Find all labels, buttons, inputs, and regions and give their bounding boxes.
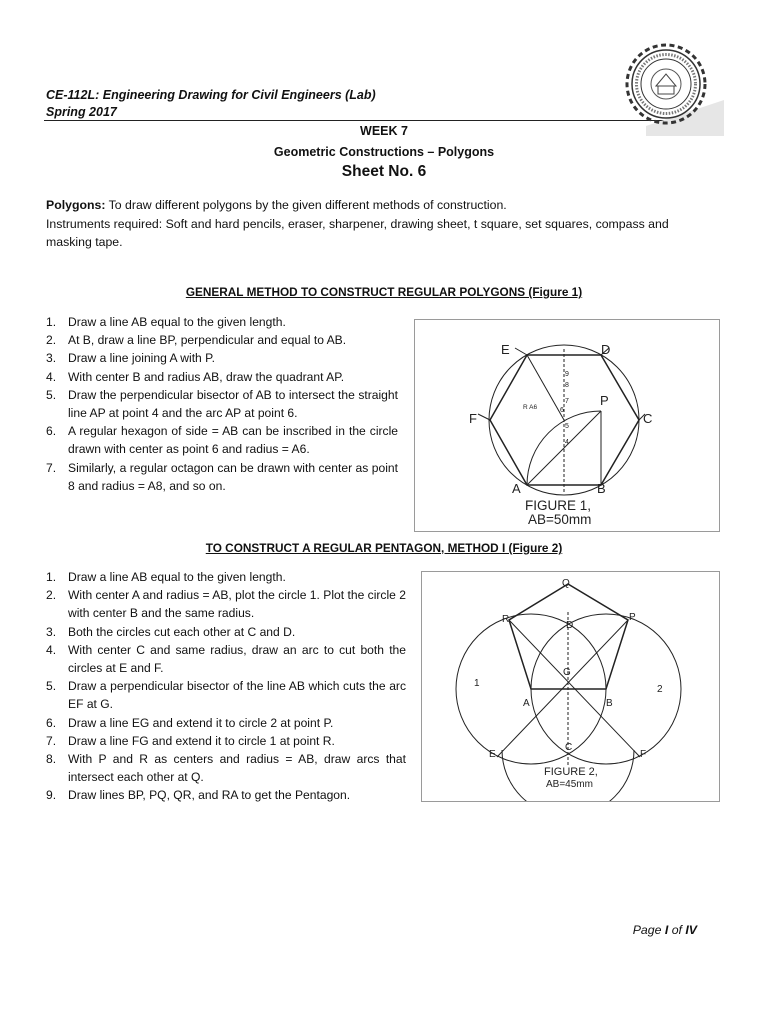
- step-text: With center A and radius = AB, plot the circle 1. Plot the circle 2 with center B and the same radius.: [68, 588, 406, 621]
- polygons-text: To draw different polygons by the given different methods of construction.: [105, 198, 507, 212]
- fig2-label-q: Q: [562, 578, 570, 589]
- fig2-caption-length: AB=45mm: [546, 779, 593, 790]
- fig2-label-p: P: [629, 612, 636, 623]
- fig1-point-4: 4: [565, 439, 569, 446]
- step-number: 4.: [46, 369, 57, 384]
- step-item: [46, 732, 406, 750]
- section2-step-list: [46, 568, 406, 805]
- step-text: Draw a line FG and extend it to circle 1 at point R.: [68, 733, 335, 748]
- step-item: [46, 422, 398, 458]
- fig2-label-circle-2: 2: [657, 684, 663, 695]
- figure2-pentagon-construction: [421, 571, 720, 802]
- step-item: [46, 714, 406, 732]
- fig1-point-6: 6: [560, 407, 564, 414]
- section2-steps: [46, 568, 406, 805]
- step-text: Draw the perpendicular bisector of AB to intersect the straight line AP at point 4 and the arc AP at point 6.: [68, 387, 398, 421]
- step-number: 6.: [46, 715, 57, 730]
- step-item: [46, 786, 406, 804]
- step-text: At B, draw a line BP, perpendicular and equal to AB.: [68, 333, 347, 348]
- step-item: [46, 641, 406, 677]
- page-number: [560, 923, 697, 937]
- step-text: Similarly, a regular octagon can be drawn with center as point 8 and radius = A8, and so on.: [68, 460, 398, 493]
- figure1-hexagon-construction: [414, 319, 720, 532]
- section1-heading: GENERAL METHOD TO CONSTRUCT REGULAR POLYGONS (Figure 1): [185, 285, 583, 299]
- fig1-line-ap: [527, 411, 601, 485]
- fig1-label-d: D: [601, 342, 611, 357]
- sheet-number: Sheet No. 6: [341, 163, 427, 180]
- instruments-line: Instruments required: Soft and hard pencils, eraser, sharpener, drawing sheet, t square, set squares, compass and masking tape.: [46, 216, 669, 249]
- fig1-caption-title: FIGURE 1,: [525, 498, 592, 513]
- fig2-label-d: D: [566, 620, 574, 631]
- step-number: 1.: [46, 570, 57, 584]
- fig1-label-p: P: [600, 393, 609, 408]
- fig1-label-r-a6: R A6: [523, 404, 538, 411]
- fig2-label-g: G: [563, 667, 571, 678]
- step-number: 6.: [46, 424, 57, 439]
- step-text: Draw a line AB equal to the given length.: [68, 570, 286, 584]
- fig2-label-circle-1: 1: [474, 678, 480, 689]
- step-item: [46, 349, 398, 367]
- step-text: Draw a line joining A with P.: [68, 351, 216, 366]
- figure1-drawing: [415, 320, 719, 531]
- fig2-label-b: B: [606, 698, 613, 709]
- step-number: 3.: [46, 624, 57, 639]
- step-item: [46, 368, 398, 386]
- step-item: [46, 459, 398, 495]
- step-text: With center C and same radius, draw an arc to cut both the circles at E and F.: [68, 642, 406, 676]
- step-number: 4.: [46, 642, 57, 657]
- step-number: 5.: [46, 679, 57, 694]
- page-word: Page: [632, 923, 665, 937]
- header-divider: [44, 120, 696, 121]
- fig1-label-c: C: [643, 411, 653, 426]
- step-item: [46, 568, 406, 586]
- section1-step-list: [46, 313, 398, 495]
- step-text: A regular hexagon of side = AB can be inscribed in the circle drawn with center as point 6 and radius = A6.: [68, 424, 398, 457]
- fig2-line-ep: [497, 620, 628, 757]
- fig2-caption-title: FIGURE 2,: [544, 766, 598, 778]
- fig1-label-a: A: [512, 481, 521, 496]
- fig1-point-8: 8: [565, 382, 569, 389]
- fig1-label-b: B: [597, 481, 606, 496]
- fig2-label-f: F: [640, 749, 647, 760]
- figure2-drawing: [422, 572, 719, 801]
- fig2-label-a: A: [523, 698, 530, 709]
- fig1-point-9: 9: [565, 371, 569, 378]
- step-item: [46, 677, 406, 713]
- step-text: Both the circles cut each other at C and D.: [68, 624, 296, 639]
- step-text: Draw a line EG and extend it to circle 2 at point P.: [68, 715, 334, 730]
- fig2-label-c: C: [565, 742, 573, 753]
- step-item: [46, 331, 398, 349]
- step-item: [46, 386, 398, 422]
- polygons-line: [46, 196, 696, 215]
- step-number: 7.: [46, 733, 57, 748]
- week-title: WEEK 7: [360, 124, 408, 138]
- step-item: [46, 623, 406, 641]
- fig1-point-7: 7: [565, 398, 569, 405]
- fig2-label-r: R: [502, 614, 510, 625]
- section2-heading: TO CONSTRUCT A REGULAR PENTAGON, METHOD I (Figure 2): [205, 541, 563, 555]
- step-number: 7.: [46, 460, 57, 475]
- step-text: Draw a line AB equal to the given length.: [68, 315, 286, 329]
- step-number: 2.: [46, 588, 57, 603]
- step-number: 2.: [46, 333, 57, 348]
- section1-steps: [46, 313, 398, 495]
- fig1-point-5: 5: [565, 423, 569, 430]
- step-text: Draw a perpendicular bisector of the line AB which cuts the arc EF at G.: [68, 679, 406, 712]
- university-seal-logo: [608, 40, 724, 136]
- topic-subtitle: Geometric Constructions – Polygons: [273, 145, 495, 159]
- course-header: [46, 87, 376, 121]
- step-item: [46, 750, 406, 786]
- step-text: With center B and radius AB, draw the quadrant AP.: [68, 369, 345, 384]
- fig2-line-fr: [509, 620, 640, 757]
- course-term: Spring 2017: [46, 105, 117, 119]
- step-number: 5.: [46, 387, 57, 402]
- step-text: With P and R as centers and radius = AB, draw arcs that intersect each other at Q.: [68, 752, 406, 785]
- course-title: CE-112L: Engineering Drawing for Civil Engineers (Lab): [46, 88, 376, 102]
- step-item: [46, 313, 398, 331]
- fig2-label-e: E: [489, 749, 496, 760]
- fig1-caption-length: AB=50mm: [528, 512, 592, 527]
- step-number: 1.: [46, 315, 57, 329]
- step-number: 3.: [46, 351, 57, 366]
- step-number: 8.: [46, 752, 57, 767]
- step-item: [46, 586, 406, 622]
- step-number: 9.: [46, 788, 57, 803]
- fig1-label-e: E: [501, 342, 510, 357]
- fig1-label-f: F: [469, 411, 477, 426]
- polygons-label: Polygons:: [46, 198, 106, 212]
- intro-paragraph: [46, 196, 696, 252]
- step-text: Draw lines BP, PQ, QR, and RA to get the Pentagon.: [68, 788, 351, 803]
- page-current: I: [664, 923, 669, 937]
- of-word: of: [668, 923, 686, 937]
- page-total: IV: [685, 923, 697, 937]
